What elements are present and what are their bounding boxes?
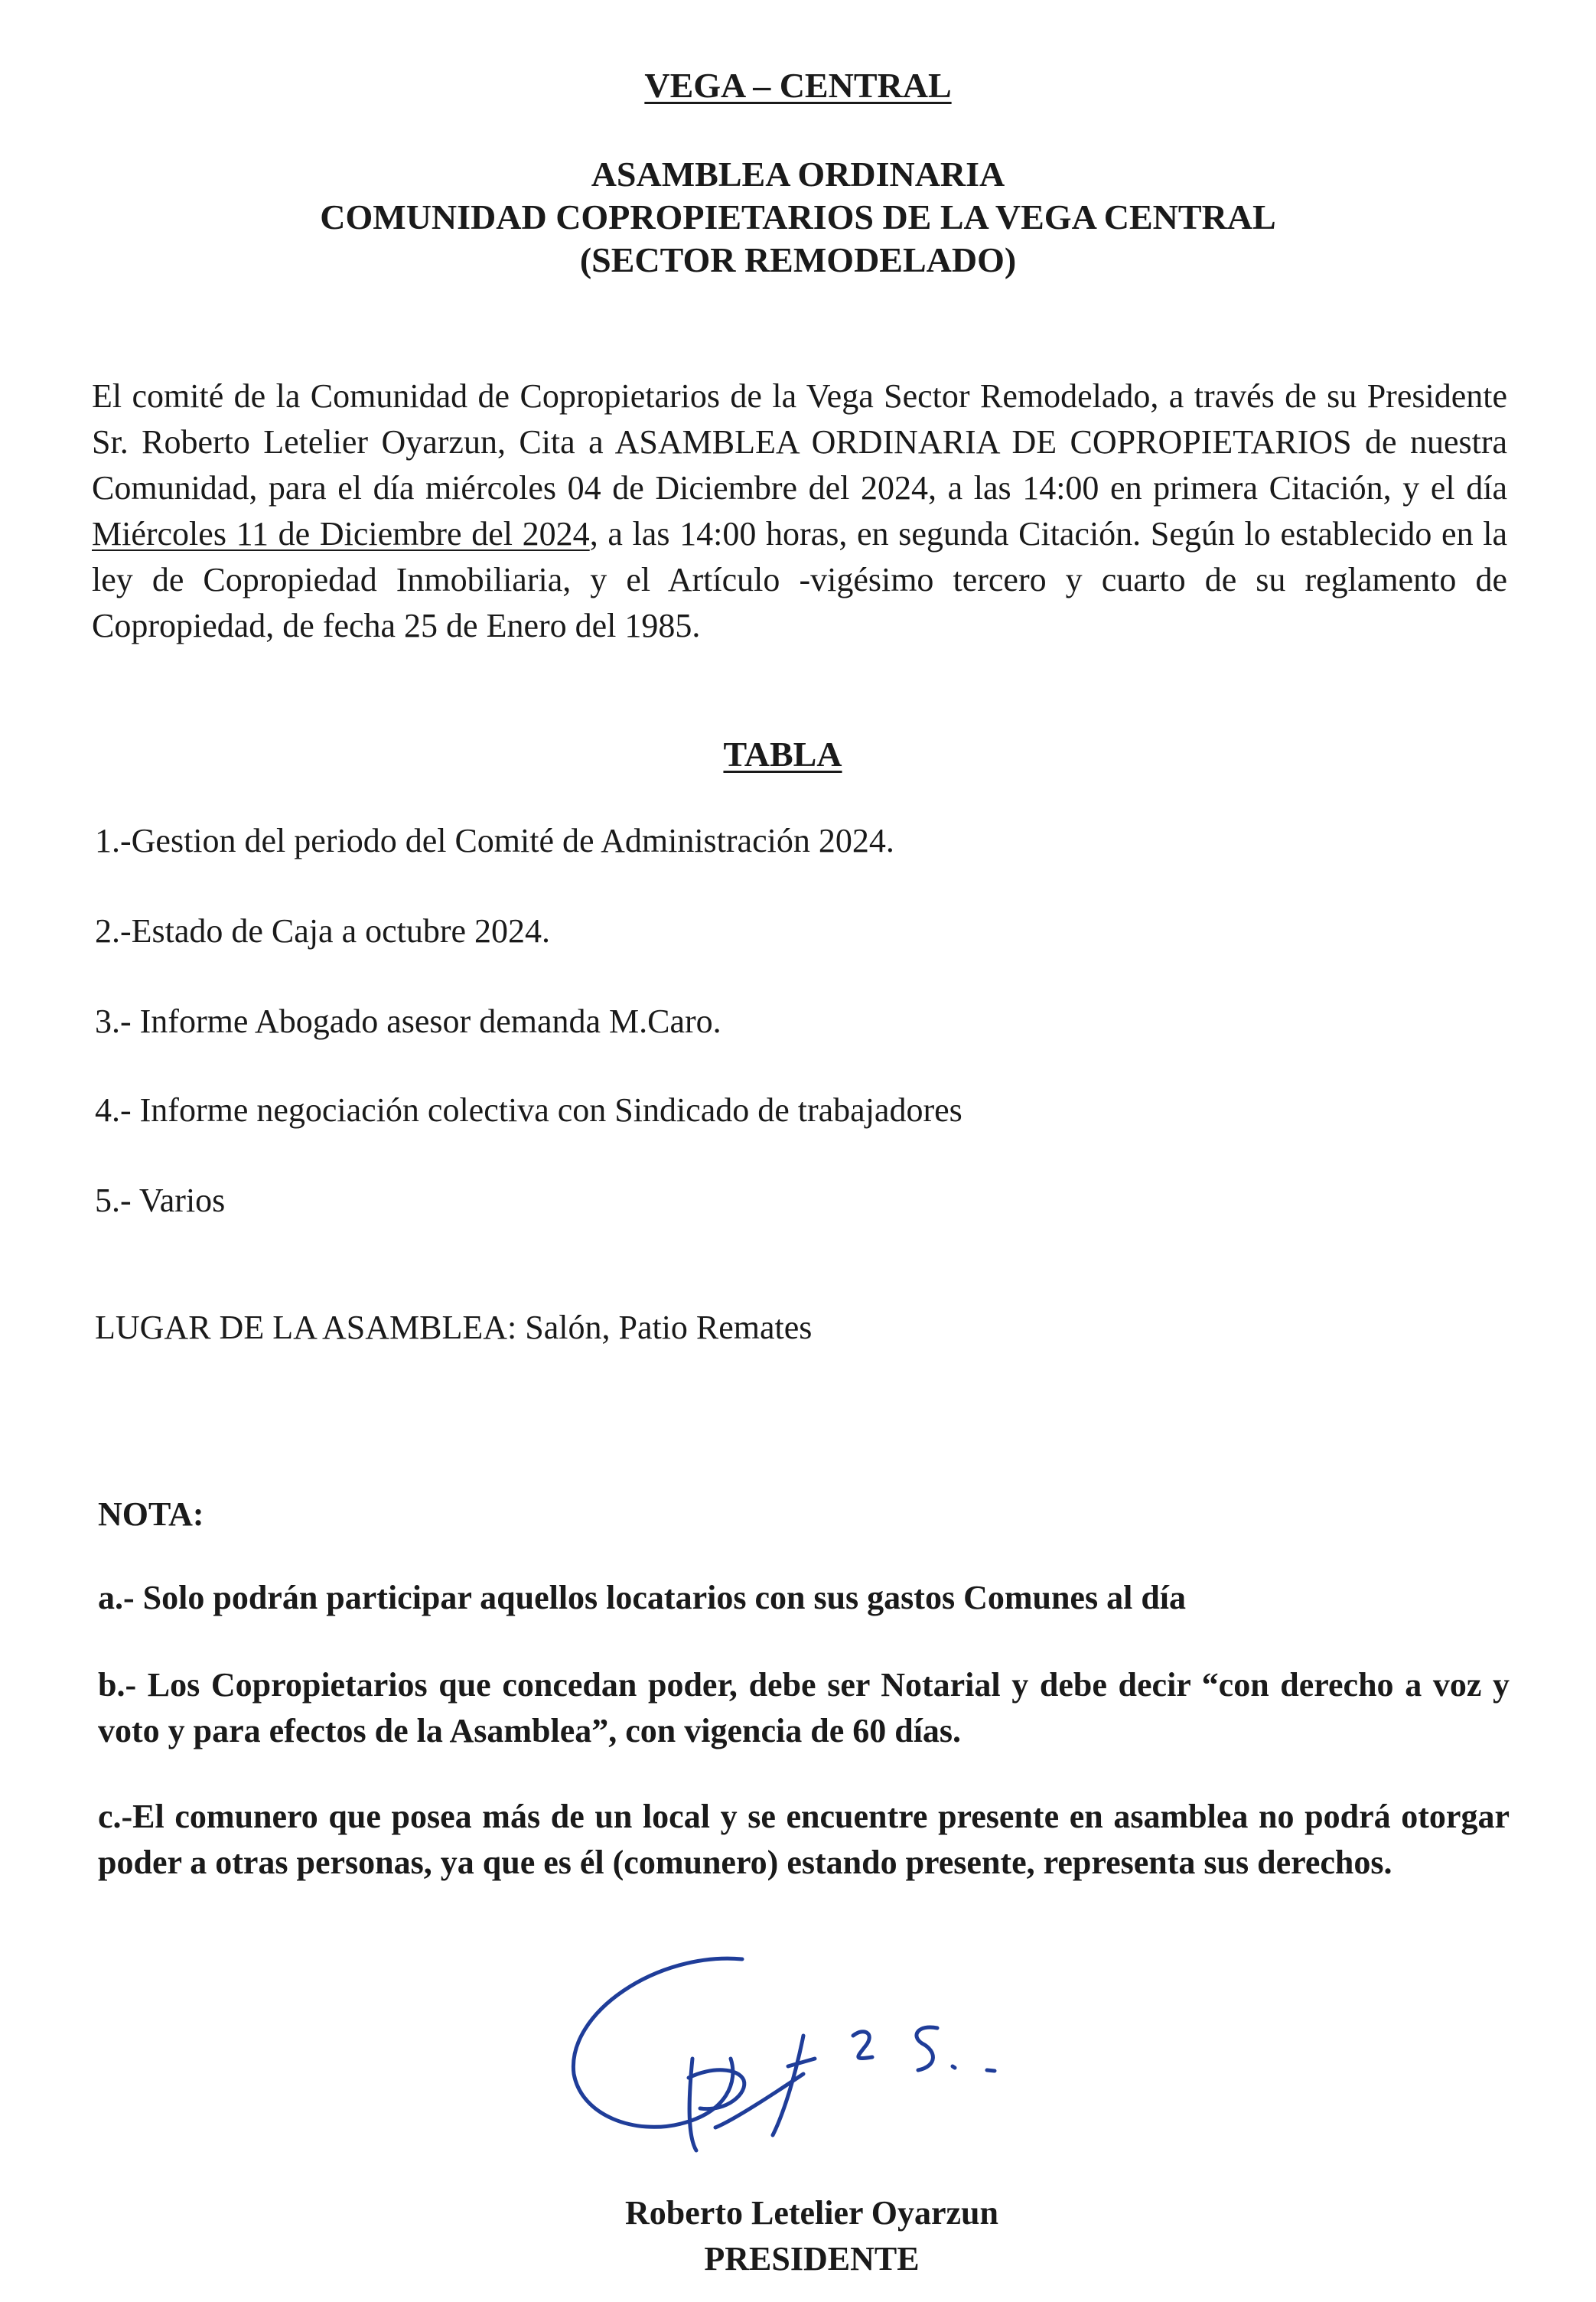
citation-text-part2: , a las 14:00 horas, en segunda Citación. Según lo establecido en la ley de Copropiedad Inmobiliaria, y el Artículo -vigésimo tercero y cuarto de su reglamento de Copropiedad, de fecha 25 de Enero del 1985. [92,515,1507,644]
signer-role: PRESIDENTE [704,2240,920,2278]
assembly-heading [0,153,1596,282]
notes-label: NOTA: [98,1495,204,1533]
note-b: b.- Los Copropietarios que concedan poder, debe ser Notarial y debe decir “con derecho a voz y voto y para efectos de la Asamblea”, con vigencia de 60 días. [98,1666,1510,1749]
agenda-item: 3.- Informe Abogado asesor demanda M.Caro. [95,1003,721,1040]
citation-text-part1: El comité de la Comunidad de Copropietarios de la Vega Sector Remodelado, a través de su Presidente Sr. Roberto Letelier Oyarzun, Cita a ASAMBLEA ORDINARIA DE COPROPIETARIOS de nuestra Comunidad, para el día miércoles 04 de Diciembre del 2024, a las 14:00 en primera Citación, y el día [92,377,1507,507]
heading-line-sector: (SECTOR REMODELADO) [579,240,1017,279]
document-title: VEGA – CENTRAL [644,66,952,105]
heading-line-community: COMUNIDAD COPROPIETARIOS DE LA VEGA CENTRAL [320,197,1276,236]
agenda-item: 4.- Informe negociación colectiva con Sindicado de trabajadores [95,1091,962,1129]
agenda-item: 5.- Varios [95,1182,226,1219]
second-call-date: Miércoles 11 de Diciembre del 2024 [92,515,590,553]
heading-line-assembly-type: ASAMBLEA ORDINARIA [591,155,1005,194]
agenda-item: 2.-Estado de Caja a octubre 2024. [95,912,551,950]
citation-paragraph [92,373,1507,649]
agenda-title: TABLA [723,735,842,774]
handwritten-signature [551,1944,1086,2173]
note-a: a.- Solo podrán participar aquellos locatarios con sus gastos Comunes al día [98,1579,1187,1616]
note-c: c.-El comunero que posea más de un local y se encuentre presente en asamblea no podrá otorgar poder a otras personas, ya que es él (comunero) estando presente, representa sus derechos. [98,1798,1510,1881]
agenda-item: 1.-Gestion del periodo del Comité de Administración 2024. [95,822,894,859]
assembly-venue: LUGAR DE LA ASAMBLEA: Salón, Patio Remates [95,1309,813,1346]
signer-name: Roberto Letelier Oyarzun [625,2194,998,2232]
